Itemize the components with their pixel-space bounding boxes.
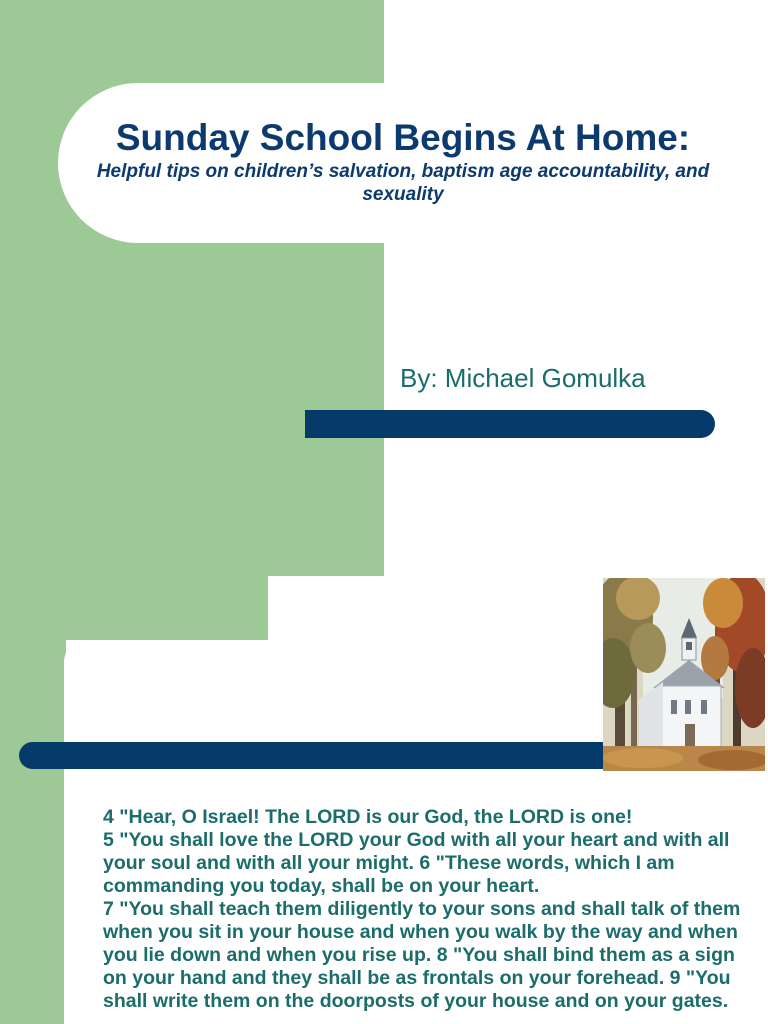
author-byline: By: Michael Gomulka [400, 363, 646, 393]
slide-title: Sunday School Begins At Home: [115, 117, 691, 158]
slide-subtitle: Helpful tips on children’s salvation, baptism age accountability, and sexuality [96, 161, 710, 205]
church-in-autumn-woods-icon [603, 578, 765, 771]
slide1-accent-bar [305, 410, 715, 438]
slide2-accent-bar [19, 742, 619, 769]
slide2-green-panel [0, 576, 66, 1024]
scripture-passage: 4 "Hear, O Israel! The LORD is our God, the LORD is one! 5 "You shall love the LORD your God with all your heart and with all your soul and with all your might. 6 "These words, which I am commanding you today, shall be on your heart. 7 "You shall teach them diligently to your sons and shall talk of them when you sit in your house and when you walk by the way and when you lie down and when you rise up. 8 "You shall bind them as a sign on your hand and they shall be as frontals on your forehead. 9 "You shall write them on the doorposts of your house and on your gates. [103, 806, 741, 1012]
slide2-green-step [0, 576, 268, 640]
